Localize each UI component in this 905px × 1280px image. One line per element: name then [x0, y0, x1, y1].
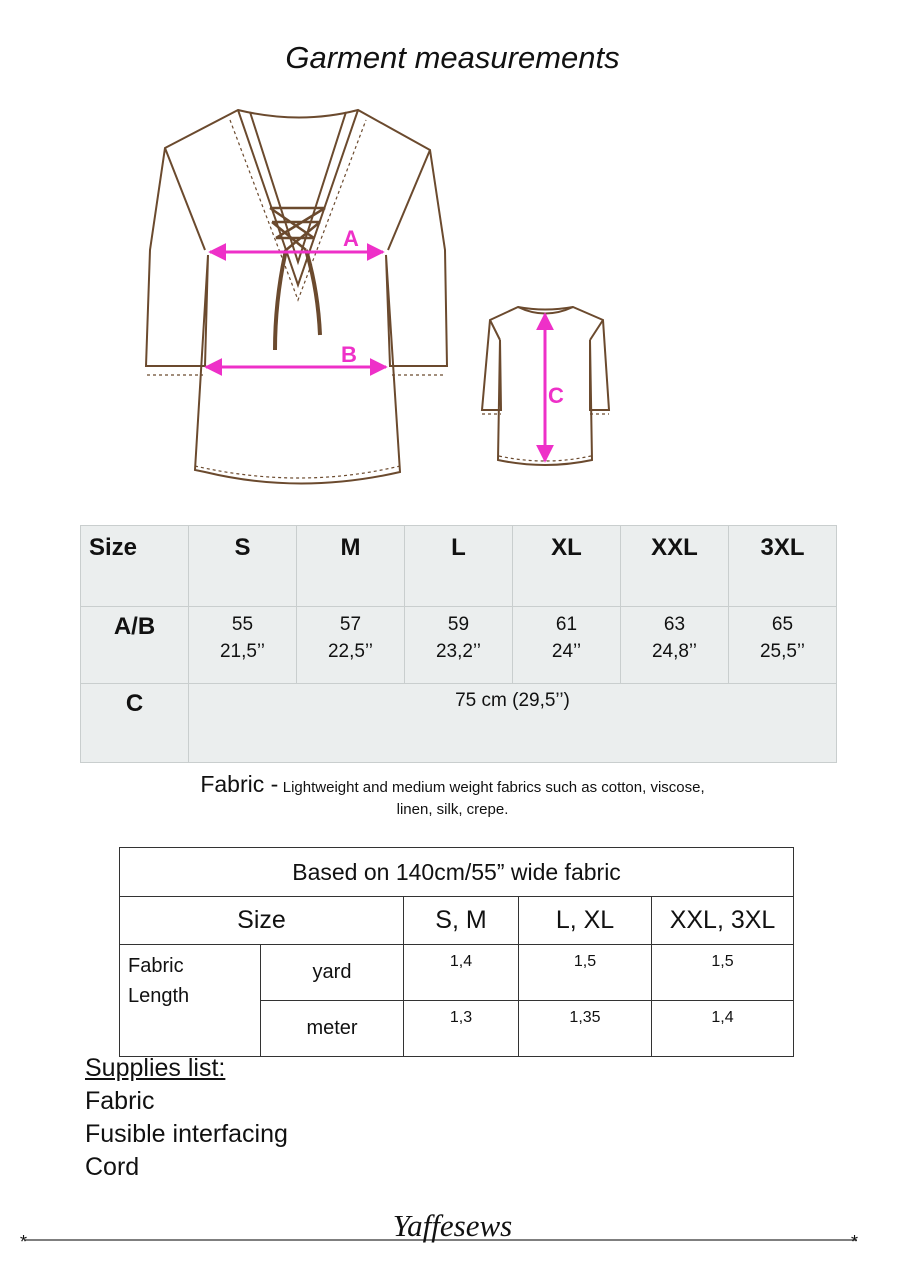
ab-value-cell: 59 23,2’’: [405, 607, 513, 684]
size-header-cell: S: [189, 526, 297, 607]
fabric-value-cell: 1,5: [652, 945, 794, 1001]
supply-item: Fusible interfacing: [85, 1120, 288, 1148]
fabric-size-label: Size: [120, 897, 404, 945]
fabric-label: Fabric -: [200, 771, 279, 797]
front-measure-lines: [206, 252, 386, 367]
size-header-cell: 3XL: [729, 526, 837, 607]
ab-row-label: A/B: [81, 607, 189, 684]
measure-label-a: A: [343, 226, 359, 251]
ab-value-cell: 55 21,5’’: [189, 607, 297, 684]
ab-measure-row: [81, 607, 837, 684]
fabric-size-cell: XXL, 3XL: [652, 897, 794, 945]
footer-star-right: *: [851, 1232, 859, 1252]
c-row-label: C: [81, 684, 189, 763]
fabric-table-title: Based on 140cm/55” wide fabric: [120, 848, 794, 897]
ab-value-cell: 65 25,5’’: [729, 607, 837, 684]
size-measurement-table: [80, 525, 837, 763]
fabric-length-table: [119, 847, 794, 1057]
size-header-cell: XXL: [621, 526, 729, 607]
size-header-cell: L: [405, 526, 513, 607]
unit-meter: meter: [261, 1001, 404, 1057]
c-measure-row: [81, 684, 837, 763]
size-header-label: Size: [81, 526, 189, 607]
fabric-length-label: Fabric Length: [120, 945, 261, 1057]
fabric-value-cell: 1,5: [519, 945, 652, 1001]
ab-value-cell: 57 22,5’’: [297, 607, 405, 684]
fabric-size-cell: S, M: [404, 897, 519, 945]
supplies-list: [85, 1052, 288, 1184]
fabric-value-cell: 1,4: [404, 945, 519, 1001]
fabric-size-cell: L, XL: [519, 897, 652, 945]
size-header-row: [81, 526, 837, 607]
measure-label-c: C: [548, 383, 564, 408]
fabric-yard-row: [120, 945, 794, 1001]
measure-label-b: B: [341, 342, 357, 367]
ab-value-cell: 61 24’’: [513, 607, 621, 684]
front-view-drawing: [146, 110, 447, 484]
fabric-description: [0, 773, 905, 821]
ab-value-cell: 63 24,8’’: [621, 607, 729, 684]
supplies-title: Supplies list:: [85, 1054, 226, 1082]
unit-yard: yard: [261, 945, 404, 1001]
size-header-cell: XL: [513, 526, 621, 607]
fabric-text-line1: Lightweight and medium weight fabrics such as cotton, viscose,: [282, 779, 705, 796]
supply-item: Fabric: [85, 1087, 155, 1115]
supply-item: Cord: [85, 1153, 140, 1181]
fabric-text-line2: linen, silk, crepe.: [396, 801, 509, 818]
fabric-value-cell: 1,3: [404, 1001, 519, 1057]
fabric-value-cell: 1,35: [519, 1001, 652, 1057]
page-title: Garment measurements: [285, 40, 620, 75]
c-value-cell: 75 cm (29,5’’): [189, 684, 837, 763]
brand-name: Yaffesews: [392, 1208, 513, 1243]
fabric-value-cell: 1,4: [652, 1001, 794, 1057]
size-header-cell: M: [297, 526, 405, 607]
footer-star-left: *: [20, 1232, 28, 1252]
